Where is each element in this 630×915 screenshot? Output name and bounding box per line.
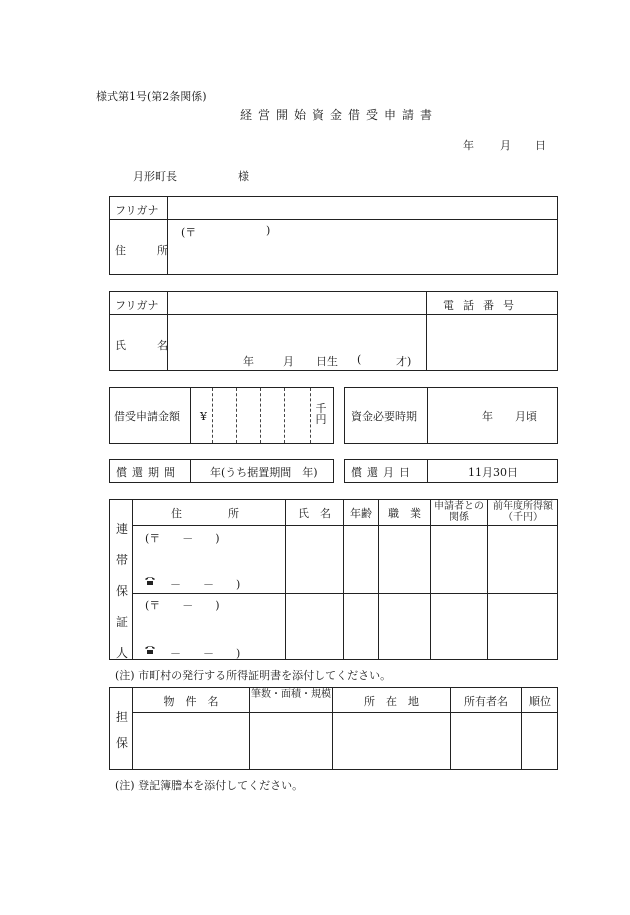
birth-year-label: 年: [243, 355, 254, 368]
col-relationship: 申請者との関係: [434, 501, 484, 523]
postal-open: (〒: [181, 226, 197, 239]
date-year-label: 年: [463, 139, 474, 152]
guarantor-2-phone-icon: [144, 644, 156, 658]
guarantor-note: (注) 市町村の発行する所得証明書を添付してください。: [115, 669, 392, 682]
yen-symbol: ¥: [200, 410, 207, 423]
collateral-note: (注) 登記簿謄本を添付してください。: [115, 779, 304, 792]
repay-date-label: 償還月日: [351, 466, 415, 479]
col-name: 氏 名: [298, 507, 331, 520]
postal-close: ): [266, 224, 271, 237]
col-address: 住 所: [171, 507, 247, 520]
col-owner: 所有者名: [464, 695, 508, 708]
col-age: 年齢: [350, 507, 372, 520]
date-month-label: 月: [500, 139, 511, 152]
birth-month-label: 月: [283, 355, 294, 368]
form-number: 様式第1号(第2条関係): [96, 90, 207, 103]
guarantor-1-phone: － － ): [170, 578, 241, 591]
birth-day-label: 日生: [316, 355, 338, 368]
timing-year-label: 年: [482, 410, 493, 423]
guarantor-2-phone: － － ): [170, 647, 241, 660]
col-occupation: 職 業: [388, 507, 421, 520]
repay-period-label: 償還期間: [116, 466, 180, 479]
address-furigana-label: フリガナ: [115, 204, 159, 217]
repay-period-value: 年(うち据置期間 年): [210, 466, 318, 479]
guarantor-2-postal: (〒 － ): [145, 599, 220, 612]
col-prior-income: 前年度所得額（千円）: [493, 501, 553, 523]
guarantor-1-phone-icon: [144, 575, 156, 589]
col-property-name: 物 件 名: [163, 695, 219, 708]
name-furigana-label: フリガナ: [115, 299, 159, 312]
form-title: 経営開始資金借受申請書: [240, 108, 439, 122]
col-location: 所 在 地: [364, 695, 419, 708]
phone-label: 電話番号: [443, 299, 523, 312]
timing-label: 資金必要時期: [351, 410, 417, 423]
guarantor-side-label: 連帯保証人: [115, 522, 128, 660]
addressee-honorific: 様: [238, 170, 249, 183]
loan-amount-label: 借受申請金額: [114, 410, 180, 423]
name-label: 氏 名: [115, 339, 178, 352]
addressee-name: 月形町長: [133, 170, 177, 183]
age-open: (: [357, 353, 362, 366]
guarantor-1-postal: (〒 － ): [145, 532, 220, 545]
timing-month-label: 月頃: [515, 410, 537, 423]
col-rank: 順位: [529, 695, 551, 708]
age-close: 才): [396, 355, 412, 368]
date-day-label: 日: [535, 139, 546, 152]
col-parcel-area: 筆数・面積・規模: [251, 689, 331, 700]
collateral-side-label: 担保: [115, 710, 128, 750]
repay-date-value: 11月30日: [468, 466, 518, 479]
unit-label: 千円: [315, 402, 327, 426]
address-label: 住 所: [115, 244, 178, 257]
address-field[interactable]: [171, 222, 411, 240]
